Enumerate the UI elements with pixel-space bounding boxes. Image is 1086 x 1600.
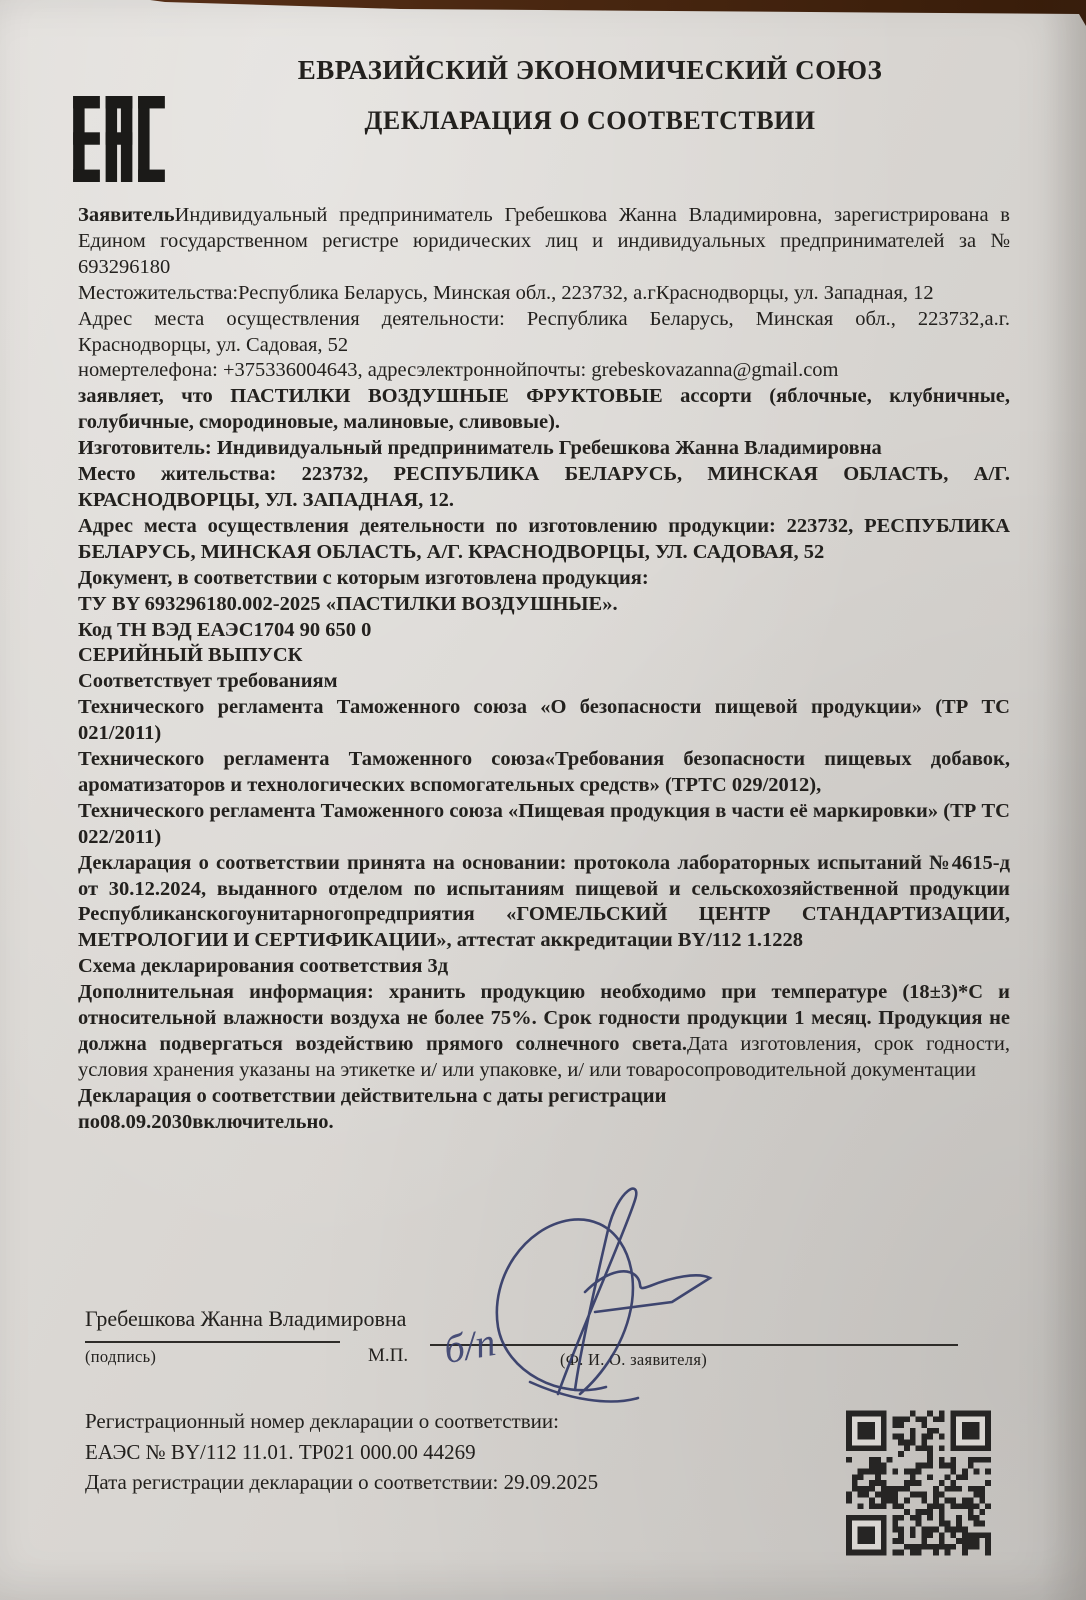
paragraph-phone-email: номертелефона: +375336004643, адресэлектроннойпочты: grebeskovazanna@gmail.com (78, 359, 839, 382)
paragraph-document-label: Документ, в соответствии с которым изготовлена продукция: (78, 566, 649, 589)
applicant-text: Индивидуальный предприниматель Гребешкова Жанна Владимировна, зарегистрирована в Едином государственном регистре юридических лиц и индивидуальных предпринимателей за № 693296180 (78, 204, 1010, 278)
paragraph-production-address: Адрес места осуществления деятельности по изготовлению продукции: 223732, РЕСПУБЛИКА БЕЛАРУСЬ, МИНСКАЯ ОБЛАСТЬ, А/Г. КРАСНОДВОРЦЫ, УЛ. САДОВАЯ, 52 (78, 514, 1010, 563)
signature-caption: (подпись) (85, 1347, 157, 1366)
paragraph-manufacturer: Изготовитель: Индивидуальный предприниматель Гребешкова Жанна Владимировна (78, 437, 882, 460)
document-body (78, 203, 1010, 1136)
paragraph-tnved-code: Код ТН ВЭД ЕАЭС1704 90 650 0 (78, 618, 372, 641)
document-title: ДЕКЛАРАЦИЯ О СООТВЕТСТВИИ (364, 106, 816, 135)
union-title: ЕВРАЗИЙСКИЙ ЭКОНОМИЧЕСКИЙ СОЮЗ (297, 55, 883, 85)
applicant-signature-name: Гребешкова Жанна Владимировна (85, 1306, 407, 1331)
registration-number-value: ЕАЭС № BY/112 11.01. ТР021 000.00 44269 (85, 1439, 476, 1464)
signature-line (85, 1341, 340, 1343)
paragraph-tr-029: Технического регламента Таможенного союза«Требования безопасности пищевых добавок, ароматизаторов и технологических вспомогательных средств» (ТРТС 029/2012), (78, 748, 1010, 796)
registration-block (85, 1406, 598, 1498)
paragraph-conforms-label: Соответствует требованиям (78, 670, 338, 693)
additional-info-regular: Дата изготовления, срок годности, условия хранения указаны на этикетке и/ или упаковке, и/ или товаросопроводительной документации (78, 1033, 1010, 1081)
registration-date: Дата регистрации декларации о соответствии: 29.09.2025 (85, 1470, 599, 1494)
additional-info-bold: Дополнительная информация: хранить продукцию необходимо при температуре (18±3)*С и относительной влажности воздуха не более 75%. Срок годности продукции 1 месяц. Продукция не должна подвергаться воздействию прямого солнечного света. (78, 981, 1010, 1055)
paragraph-activity-address: Адрес места осуществления деятельности: Республика Беларусь, Минская обл., 223732,а.г. Краснодворцы, ул. Садовая, 52 (78, 307, 1010, 356)
registration-number-label: Регистрационный номер декларации о соответствии: (85, 1409, 559, 1433)
paragraph-tr-021: Технического регламента Таможенного союза «О безопасности пищевой продукции» (ТР ТС 021/2011) (78, 696, 1010, 745)
paragraph-validity-until: по08.09.2030включительно. (78, 1110, 334, 1133)
paragraph-residence: Местожительства:Республика Беларусь, Минская обл., 223732, а.гКраснодворцы, ул. Западная, 12 (78, 281, 934, 304)
applicant-label: Заявитель (78, 204, 175, 226)
handwritten-mark: б/п (440, 1318, 499, 1373)
signature-ink (410, 1172, 770, 1407)
stamp-place-label: М.П. (368, 1345, 409, 1366)
paragraph-tr-022: Технического регламента Таможенного союза «Пищевая продукция в части её маркировки» (ТР ТС 022/2011) (78, 799, 1010, 848)
paragraph-product: заявляет, что ПАСТИЛКИ ВОЗДУШНЫЕ ФРУКТОВЫЕ ассорти (яблочные, клубничные, голубичные, смородиновые, малиновые, сливовые). (78, 385, 1010, 434)
paragraph-serial-release: СЕРИЙНЫЙ ВЫПУСК (78, 644, 303, 667)
fio-caption: (Ф. И. О. заявителя) (560, 1350, 708, 1369)
paragraph-applicant (78, 203, 1010, 281)
paragraph-validity: Декларация о соответствии действительна с даты регистрации (78, 1084, 667, 1107)
paragraph-scheme: Схема декларирования соответствия 3д (78, 955, 449, 978)
paragraph-manufacturer-residence: Место жительства: 223732, РЕСПУБЛИКА БЕЛАРУСЬ, МИНСКАЯ ОБЛАСТЬ, А/Г. КРАСНОДВОРЦЫ, УЛ. ЗАПАДНАЯ, 12. (78, 463, 1010, 511)
paragraph-additional-info (78, 980, 1010, 1084)
paragraph-basis: Декларация о соответствии принята на основании: протокола лабораторных испытаний №4615-д от 30.12.2024, выданного отделом по испытаниям пищевой и сельскохозяйственной продукции Республиканскогоунитарногопредприятия «ГОМЕЛЬСКИЙ ЦЕНТР СТАНДАРТИЗАЦИИ, МЕТРОЛОГИИ И СЕРТИФИКАЦИИ», аттестат аккредитации BY/112 1.1228 (78, 851, 1010, 952)
qr-code (846, 1410, 991, 1556)
paragraph-tu-standard: ТУ BY 693296180.002-2025 «ПАСТИЛКИ ВОЗДУШНЫЕ». (78, 592, 618, 615)
